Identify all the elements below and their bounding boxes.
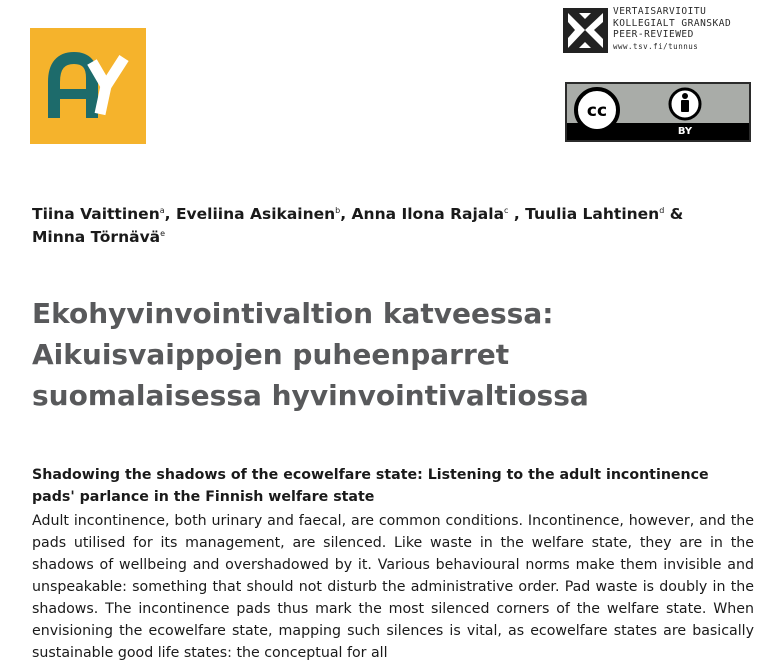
article-title-line: Ekohyvinvointivaltion katveessa: bbox=[32, 297, 554, 330]
article-title-line: suomalaisessa hyvinvointivaltiossa bbox=[32, 379, 589, 412]
journal-logo bbox=[30, 28, 146, 144]
peer-review-line-2: KOLLEGIALT GRANSKAD bbox=[613, 17, 732, 29]
abstract-text: Adult incontinence, both urinary and faecal, are common conditions. Incontinence, however, and the pads utilised for its management, are silenced. Like waste in the welfare state, they are in the shadows of wellbeing and overshadowed by it. Various behavioural norms make them invisible and unspeakable: something that should not disturb the administrative order. Pad waste is doubly in the shadows. The incontinence pads thus mark the most silenced corners of the welfare state. When envisioning the ecowelfare state, mapping such silences is vital, as ecowelfare states are basically sustainable good life states: the conceptual for all bbox=[32, 513, 754, 661]
author-affiliation-mark: e bbox=[160, 228, 166, 238]
author-separator: , bbox=[508, 205, 526, 223]
journal-logo-mark bbox=[30, 28, 146, 144]
peer-review-url: www.tsv.fi/tunnus bbox=[613, 41, 699, 51]
author-affiliation-mark: c bbox=[504, 205, 509, 215]
author-name: Eveliina Asikainen bbox=[175, 205, 336, 223]
cc-icon-text: cc bbox=[586, 101, 608, 121]
author-separator: , bbox=[164, 205, 176, 223]
author-name: Tuulia Lahtinen bbox=[525, 205, 660, 223]
author-list bbox=[32, 203, 752, 249]
author-name: Anna Ilona Rajala bbox=[351, 205, 505, 223]
cc-by-license-badge[interactable] bbox=[565, 82, 751, 142]
cc-by-label: BY bbox=[677, 126, 693, 137]
article-title bbox=[32, 293, 752, 416]
author-name: Minna Törnävä bbox=[32, 228, 161, 246]
peer-review-icon bbox=[563, 8, 608, 53]
author-name: Tiina Vaittinen bbox=[32, 205, 160, 223]
article-title-line: Aikuisvaippojen puheenparret bbox=[32, 338, 510, 371]
peer-review-line-3: PEER-REVIEWED bbox=[613, 29, 694, 40]
author-affiliation-mark: b bbox=[335, 205, 341, 215]
author-affiliation-mark: a bbox=[159, 205, 165, 215]
author-separator: , bbox=[340, 205, 352, 223]
cc-icons bbox=[567, 84, 751, 142]
author-separator: & bbox=[664, 205, 684, 223]
peer-review-line-1: VERTAISARVIOITU bbox=[613, 6, 707, 17]
peer-review-text bbox=[613, 6, 731, 52]
peer-review-badge[interactable] bbox=[563, 6, 763, 56]
english-title: Shadowing the shadows of the ecowelfare state: Listening to the adult incontinence pads' parlance in the Finnish welfare state bbox=[32, 467, 709, 505]
author-affiliation-mark: d bbox=[659, 205, 665, 215]
